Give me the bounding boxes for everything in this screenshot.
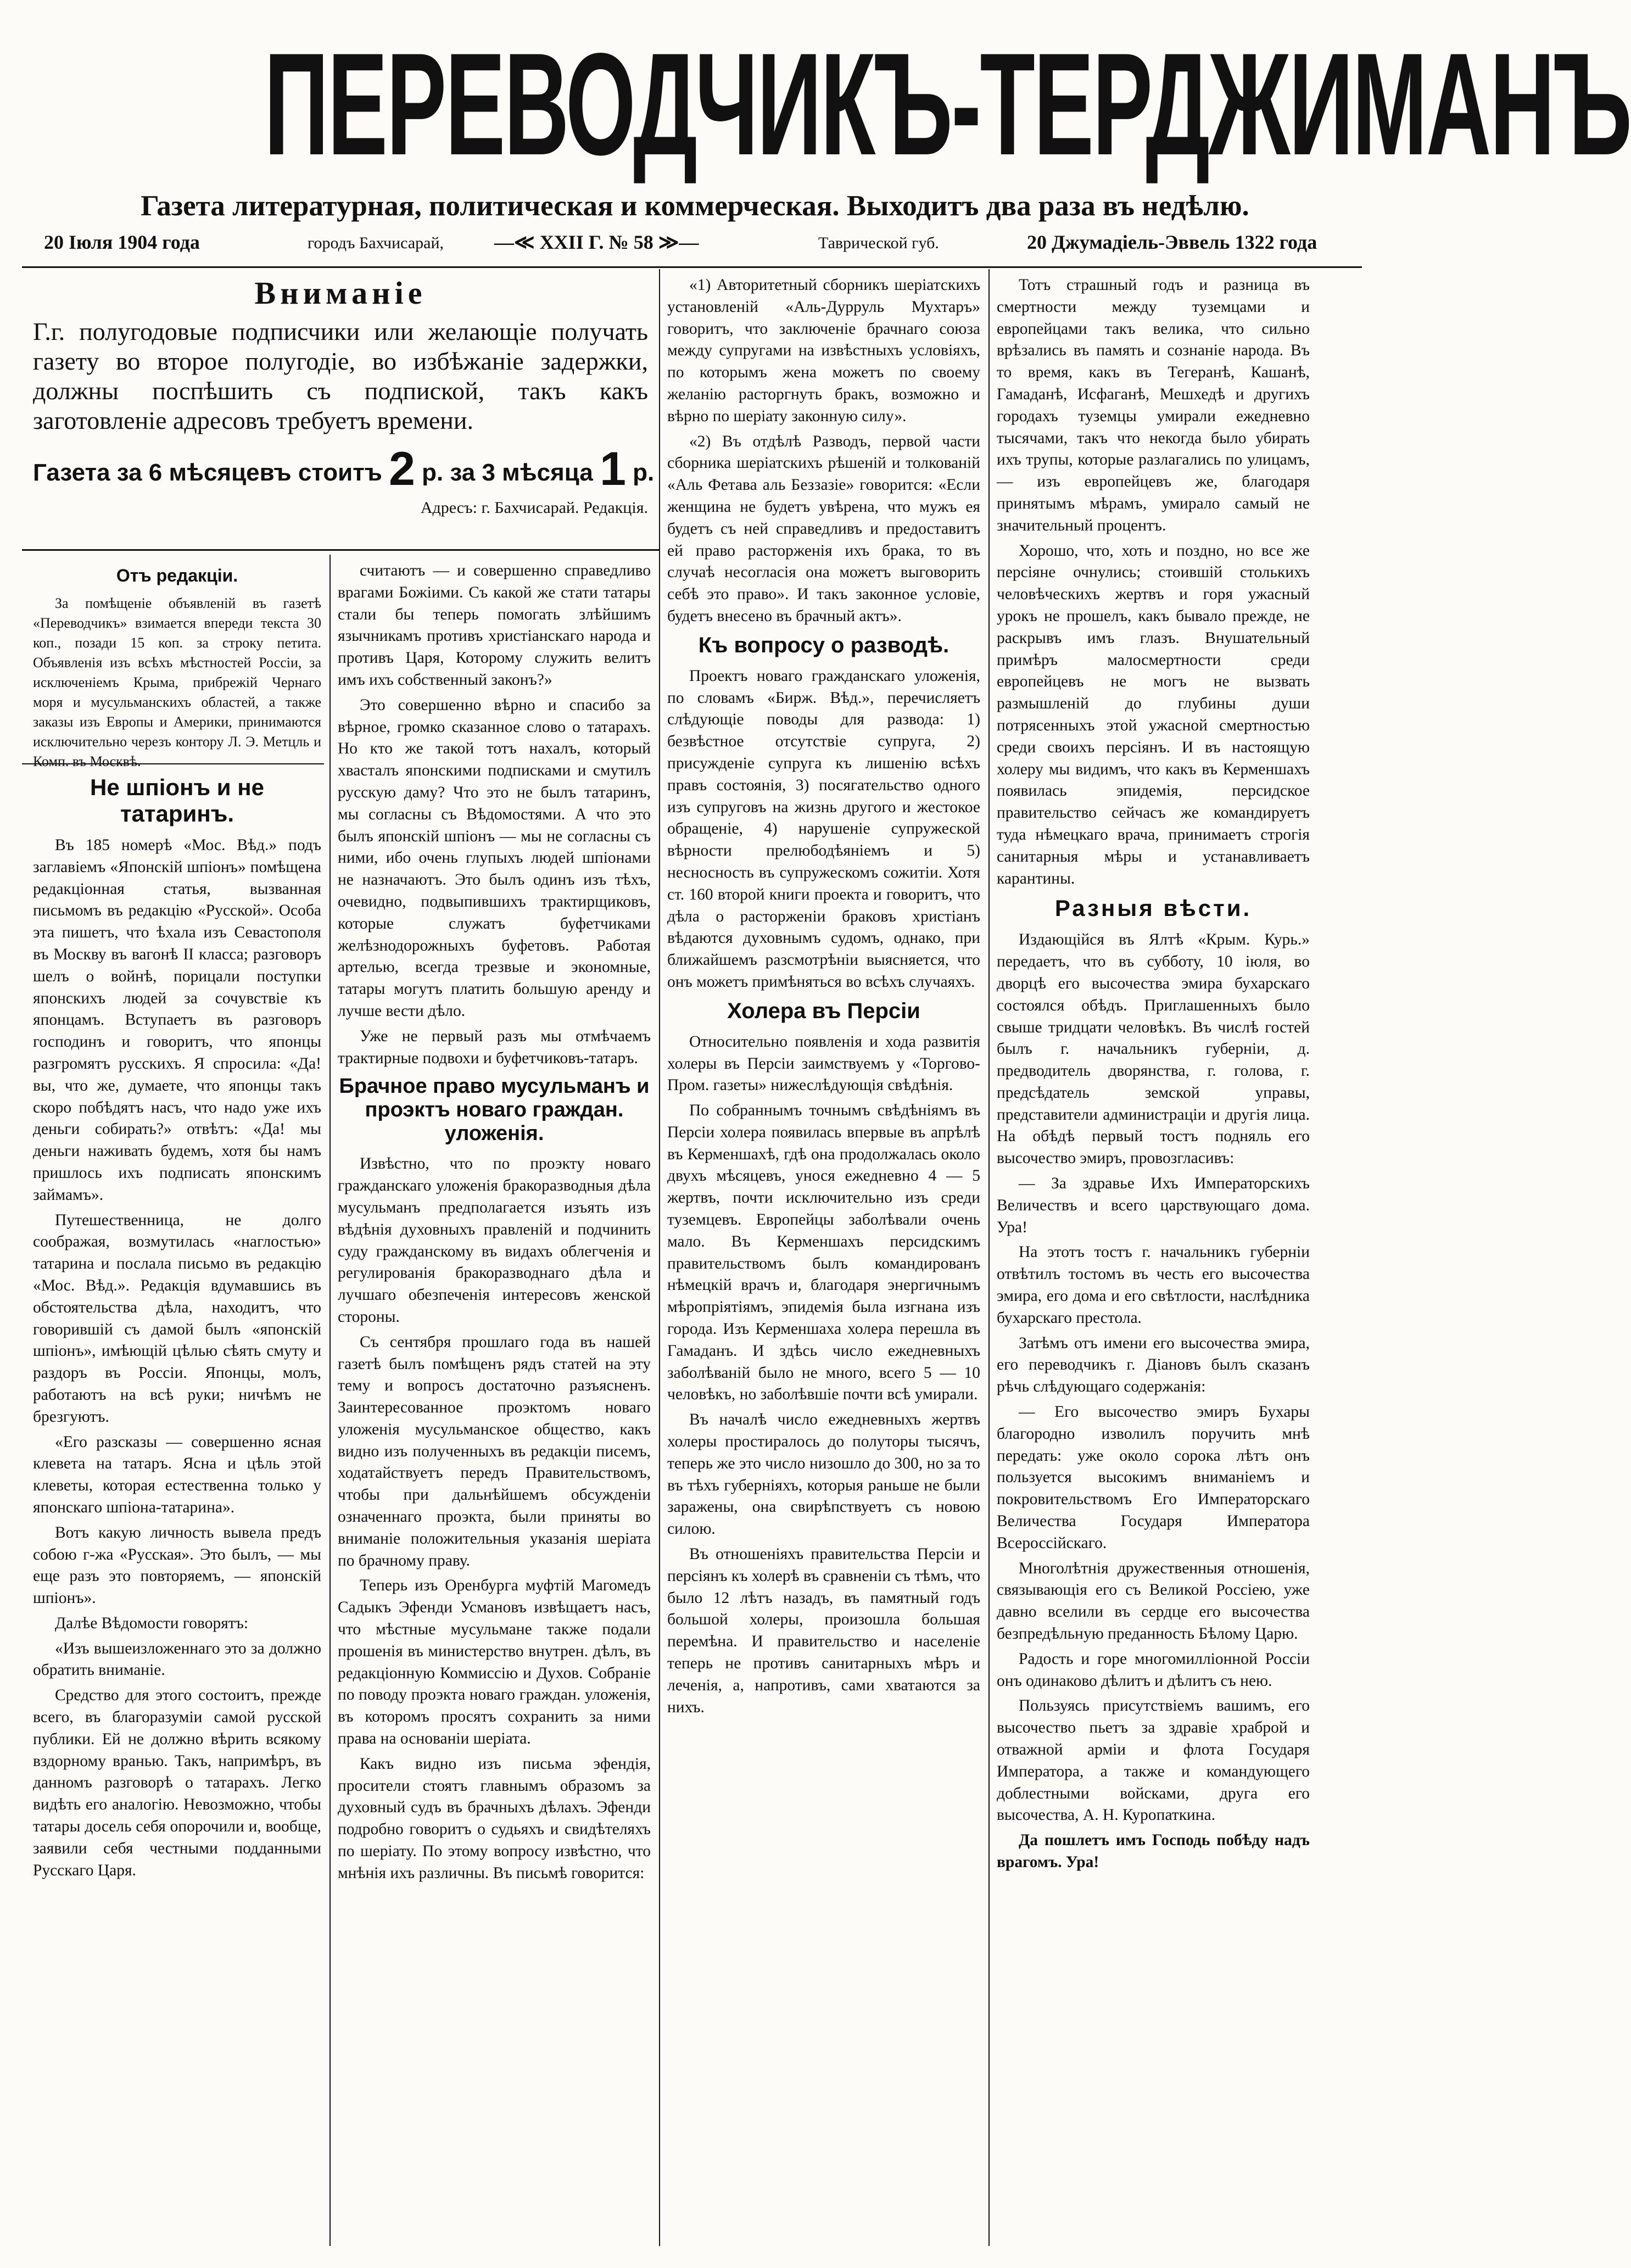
paragraph: Относительно появленія и хода развитія холеры въ Персіи заимствуемъ у «Торгово-Пром. газеты» нижеслѣдующія свѣдѣнія. (667, 1032, 980, 1094)
column-2 (338, 560, 651, 2246)
paragraph: Въ отношеніяхъ правительства Персіи и персіянъ къ холерѣ въ сравненіи съ тѣмъ, что было 12 лѣтъ назадъ, въ памятный годъ большой холеры, произошла большая перемѣна. И правительство и населеніе теперь не противъ санитарныхъ мѣръ и леченія, а, напротивъ, сами хватаются за нихъ. (667, 1545, 980, 1716)
editorial-text: За помѣщеніе объявленій въ газетѣ «Переводчикъ» взимается впереди текста 30 коп., позади 15 коп. за строку петита. Объявленія изъ всѣхъ мѣстностей Россіи, за исключеніемъ Крыма, прибрежій Чернаго моря и мусульманскихъ областей, а также заказы изъ Европы и Америки, принимаются исключительно черезъ контору Л. Э. Метцль и Комп. въ Москвѣ. (33, 595, 321, 769)
price-quarter: 1 (600, 443, 626, 495)
column-rule (659, 269, 660, 2246)
issue-date: 20 Іюля 1904 года (44, 231, 200, 253)
notice-price (33, 442, 655, 496)
issue-number: —≪ XXII Г. № 58 ≫— (494, 231, 699, 253)
paragraph: «2) Въ отдѣлѣ Разводъ, первой части сборника шеріатскихъ рѣшеній и толкованій «Аль Фетава аль Беззазіе» говорится: «Если женщина не будетъ увѣрена, что мужъ ея будетъ съ ней справедливъ и предоставитъ ей право расторженія ихъ брака, то въ случаѣ несогласія она можетъ выговорить себѣ это право». И такъ законное условіе, будетъ внесено въ брачный актъ». (667, 432, 980, 625)
article-title: Къ вопросу о разводѣ. (698, 633, 949, 657)
paragraph: Пользуясь присутствіемъ вашимъ, его высочество пьетъ за здравіе храброй и отважной арміи и флота Государя Императора, а также и командующего доблестными войсками, друга его высочества, А. Н. Куропаткина. (997, 1697, 1310, 1824)
article-title: Холера въ Персіи (727, 998, 920, 1023)
paragraph: Вотъ какую личность вывела предъ собою г-жа «Русская». Это былъ, — мы еще разъ это повторяемъ, — японскій шпіонъ». (33, 1523, 321, 1607)
price-half-year: 2 (389, 443, 415, 495)
column-rule (329, 555, 331, 2246)
paragraph: Теперь изъ Оренбурга муфтій Магомедъ Садыкъ Эфенди Усмановъ извѣщаетъ насъ, что мѣстные мусульмане также подали прошенія въ министерство внутрен. дѣлъ, въ редакціонную Коммиссію и Духов. Собраніе по поводу проэкта новаго граждан. уложенія, въ которомъ просятъ сохранить за ними права на основаніи шеріата. (338, 1577, 651, 1748)
paragraph: — Его высочество эмиръ Бухары благородно изволилъ поручить мнѣ передать: уже около сорока лѣтъ онъ пользуется высокимъ вниманіемъ и покровительствомъ Его Императорскаго Величества Государя Императора Всероссійскаго. (997, 1403, 1310, 1552)
paragraph: Затѣмъ отъ имени его высочества эмира, его переводчикъ г. Діановъ былъ сказанъ рѣчь слѣдующаго содержанія: (997, 1334, 1310, 1396)
subscription-notice (33, 275, 655, 544)
newspaper-subtitle: Газета литературная, политическая и коммерческая. Выходитъ два раза въ недѣлю. (141, 190, 1249, 222)
issue-province: Таврической губ. (818, 234, 939, 252)
paragraph: Съ сентября прошлаго года въ нашей газетѣ былъ помѣщенъ рядъ статей на эту тему и вопросъ достаточно разъясненъ. Заинтересованное проэктомъ новаго уложенія мусульманское общество, какъ видно изъ полученныхъ въ редакціи писемъ, ходатайствуетъ передъ Правительствомъ, чтобы при дальнѣйшемъ обсужденіи означеннаго проэкта, были приняты во вниманіе положительныя указанія шеріата по брачному праву. (338, 1333, 651, 1569)
notice-body: Г.г. полугодовые подписчики или желающіе получать газету во второе полугодіе, во избѣжаніе задержки, должны поспѣшить съ подпиской, такъ какъ заготовленіе адресовъ требуетъ времени. (33, 317, 648, 434)
paragraph: Уже не первый разъ мы отмѣчаемъ трактирные подвохи и буфетчиковъ-татаръ. (338, 1027, 651, 1067)
notice-address: Адресъ: г. Бахчисарай. Редакція. (420, 499, 648, 517)
notice-title: Вниманіе (254, 275, 427, 311)
dateline (44, 231, 1317, 264)
paragraph: Да пошлетъ имъ Господь побѣду надъ врагомъ. Ура! (997, 1831, 1310, 1871)
editorial-title: Отъ редакціи. (116, 566, 238, 585)
article-title: Разныя вѣсти. (1054, 895, 1252, 921)
column-rule (988, 269, 990, 2246)
article-title: Не шпіонъ и не татаринъ. (90, 774, 264, 826)
paragraph: Какъ видно изъ письма эфендія, просители стоятъ главнымъ образомъ за духовный судъ въ брачныхъ дѣлахъ. Эфенди подробно говоритъ о судьяхъ и свидѣтеляхъ по шеріату. По этому вопросу извѣстно, что мнѣнія ихъ различны. Въ письмѣ говорится: (338, 1755, 651, 1882)
paragraph: — За здравье Ихъ Императорскихъ Величествъ и всего царствующаго дома. Ура! (997, 1175, 1310, 1236)
article-not-spy (33, 769, 321, 2246)
price-text: р. (633, 459, 655, 486)
paragraph: Въ началѣ число ежедневныхъ жертвъ холеры простиралось до полуторы тысячъ, теперь же это число низошло до 300, но за то въ тѣхъ губерніяхъ, которыя раньше не были заражены, она свирѣпствуетъ съ новою силою. (667, 1411, 980, 1538)
paragraph: Издающійся въ Ялтѣ «Крым. Курь.» передаетъ, что въ субботу, 10 іюля, во дворцѣ его высочества эмира бухарскаго состоялся обѣдъ. Приглашенныхъ было свыше тридцати человѣкъ. Въ числѣ гостей былъ г. начальникъ губерніи, д. предводитель дворянства, г. голова, г. предсѣдатель земской управы, представители администраціи и другія лица. На обѣдѣ первый тостъ подняль его высочество эмиръ, провозгласивъ: (997, 931, 1310, 1167)
paragraph: Это совершенно вѣрно и спасибо за вѣрное, громко сказанное слово о татарахъ. Но кто же такой тотъ нахалъ, который хвасталъ японскими подписками и смутилъ русскую даму? Что это не былъ татаринъ, мы согласны съ Вѣдомостями. А что это былъ японскій шпіонъ — мы не согласны съ ними, ибо очень глупыхъ людей шпіонами не назначаютъ. Это былъ одинъ изъ тѣхъ, очевидно, подвыпившихъ трактирщиковъ, которые служатъ буфетчиками желѣзнодорожныхъ буфетовъ. Работая артелью, всегда трезвые и экономные, татары могутъ платить большую аренду и лучше вести дѣло. (338, 696, 651, 1020)
notice-rule (22, 549, 659, 551)
paragraph: На этотъ тостъ г. начальникъ губерніи отвѣтилъ тостомъ въ честь его высочества эмира, его дома и его свѣтлости, наслѣдника бухарскаго престола. (997, 1243, 1310, 1327)
editorial-note (33, 560, 321, 769)
paragraph: По собраннымъ точнымъ свѣдѣніямъ въ Персіи холера появилась впервые въ апрѣлѣ въ Керменшахѣ, гдѣ она продолжалась около двухъ мѣсяцевъ, унося ежедневно 4 — 5 жертвъ, почти исключительно изъ среди туземцевъ. Европейцы заболѣвали очень мало. Въ Керменшахъ персидскимъ правительствомъ былъ командированъ нѣмецкій врачъ и, благодаря энергичнымъ мѣропріятіямъ, эпидемія была изгнана изъ города. Изъ Керменшаха холера перешла въ Гамаданъ. И здѣсь число ежедневныхъ заболѣваній было не много, всего 5 — 10 человѣкъ, но заболѣвшіе почти всѣ умирали. (667, 1102, 980, 1404)
paragraph: Многолѣтнія дружественныя отношенія, связывающія его съ Великой Россіею, уже давно вселили въ сердце его высочества безпредѣльную преданность Бѣлому Царю. (997, 1559, 1310, 1643)
paragraph: «1) Авторитетный сборникъ шеріатскихъ установленій «Аль-Дурруль Мухтаръ» говоритъ, что заключеніе брачнаго союза между супругами на извѣстныхъ условіяхъ, по которымъ жена можетъ по своему желанію расторгнуть бракъ, возможно и вѣрно по шеріату законную силу». (667, 276, 980, 425)
paragraph: «Изъ вышеизложеннаго это за должно обратить вниманіе. (33, 1639, 321, 1679)
newspaper-title: ПЕРЕВОДЧИКЪ-ТЕРДЖИМАНЪ (264, 23, 1631, 186)
column-3 (667, 275, 980, 2246)
article-title: Брачное право мусульманъ и проэктъ новаго граждан. уложенія. (339, 1075, 650, 1146)
column-4 (997, 275, 1310, 2246)
paragraph: «Его разсказы — совершенно ясная клевета на татаръ. Ясна и цѣль этой клеветы, которая естественна только у японскаго шпіона-татарина». (33, 1433, 321, 1516)
paragraph: Хорошо, что, хоть и поздно, но все же персіяне очнулись; стоившій столькихъ человѣческихъ жертвъ и горя ужасный урокъ не прошелъ, какъ бывало прежде, не раскрывъ имъ глазъ. Внушательный примѣръ малосмертности среди европейцевъ не могъ не вызвать размышленій до глубины души потрясенныхъ этой ужасной смертностью среди своихъ персіянъ. И въ настоящую холеру мы видимъ, что какъ въ Керменшахъ появилась эпидемія, персидское правительство сейчасъ же командируетъ туда нѣмецкаго врача, принимаетъ строгія санитарныя мѣры и устанавливаетъ карантины. (997, 541, 1310, 887)
price-text: р. за 3 мѣсяца (422, 459, 593, 486)
paragraph: Радость и горе многомилліонной Россіи онъ одинаково дѣлитъ и дѣлитъ съ нею. (997, 1650, 1310, 1690)
issue-city: городъ Бахчисарай, (308, 234, 444, 252)
paragraph: Далѣе Вѣдомости говорятъ: (55, 1614, 249, 1632)
paragraph: Средство для этого состоитъ, прежде всего, въ благоразуміи самой русской публики. Ей не должно вѣрить всякому вздорному вранью. Такъ, напримѣръ, въ данномъ разговорѣ о татарахъ. Легко видѣть его аналогію. Невозможно, чтобы татары досель себя опорочили и, вообще, заявили себя честными подданными Русскаго Царя. (33, 1686, 321, 1879)
paragraph: Извѣстно, что по проэкту новаго гражданскаго уложенія бракоразводныя дѣла мусульманъ предполагается изъять изъ вѣдѣнія духовныхъ правленій и подчинить суду гражданскому въ видахъ облегченія и регулированія бракоразводнаго дѣла и лучшаго обезпеченія интересовъ женской стороны. (338, 1155, 651, 1326)
price-text: Газета за 6 мѣсяцевъ стоитъ (33, 459, 382, 486)
paragraph: считаютъ — и совершенно справедливо врагами Божіими. Съ какой же стати татары стали бы теперь помогать злѣйшимъ язычникамъ противъ христіанскаго народа и противъ Царя, Которому служить велитъ имъ ихъ собственный законъ?» (338, 562, 651, 689)
issue-date-hijri: 20 Джумадіель-Эввель 1322 года (1027, 231, 1317, 253)
paragraph: Путешественница, не долго соображая, возмутилась «наглостью» татарина и послала письмо въ редакцію «Мос. Вѣд.». Редакція вдумавшись въ обстоятельства дѣла, находитъ, что говорившій съ дамой былъ «японскій шпіонъ», имѣющій цѣлью сѣять смуту и раздоръ въ Россіи. Японцы, молъ, работаютъ на всѣ руки; ничѣмъ не брезгуютъ. (33, 1211, 321, 1426)
paragraph: Въ 185 номерѣ «Мос. Вѣд.» подъ заглавіемъ «Японскій шпіонъ» помѣщена редакціонная статья, вызванная письмомъ въ редакцію «Русской». Особа эта пишетъ, что ѣхала изъ Севастополя въ Москву въ вагонѣ II класса; разговоръ шелъ о войнѣ, порицали поступки японскихъ людей за сочувствіе къ японцамъ. Вступаетъ въ разговоръ господинъ и говоритъ, что японцы разгромятъ русскихъ. Я спросила: «Да! вы, что же, думаете, что японцы такъ скоро побѣдятъ насъ, что надо уже ихъ деньги собирать?» отвѣтъ: «Да! мы деньги наживать будемъ, хотя бы намъ пришлось ихъ подписать японскимъ займамъ». (33, 836, 321, 1204)
header-rule (22, 266, 1362, 268)
paragraph: Тотъ страшный годъ и разница въ смертности между туземцами и европейцами такъ велика, что сильно врѣзались въ память и сознаніе народа. Въ то время, какъ въ Тегеранѣ, Кашанѣ, Гамаданѣ, Исфаганѣ, Мешхедѣ и другихъ городахъ туземцы умирали ежедневно тысячами, такъ что некогда было убирать ихъ трупы, которые разлагались по улицамъ, — изъ европейцевъ же, благодаря принятымъ мѣрамъ, умирало самый не значительный процентъ. (997, 276, 1310, 534)
paragraph: Проектъ новаго гражданскаго уложенія, по словамъ «Бирж. Вѣд.», перечисляетъ слѣдующіе поводы для развода: 1) безвѣстное отсутствіе супруга, 2) присужденіе супруга къ лишенію всѣхъ правъ состоянія, 3) посягательство одного изъ супруговъ на жизнь другого и жестокое обращеніе, 4) нарушеніе супружеской вѣрности прелюбодѣяніемъ и 5) несносность въ супружескомъ сожитіи. Хотя ст. 160 второй книги проекта и говоритъ, что дѣла о расторженіи браковъ христіанъ вѣдаются духовнымъ судомъ, однако, при ближайшемъ разсмотрѣніи выясняется, что онъ можетъ примѣняться во всѣхъ случаяхъ. (667, 667, 980, 991)
